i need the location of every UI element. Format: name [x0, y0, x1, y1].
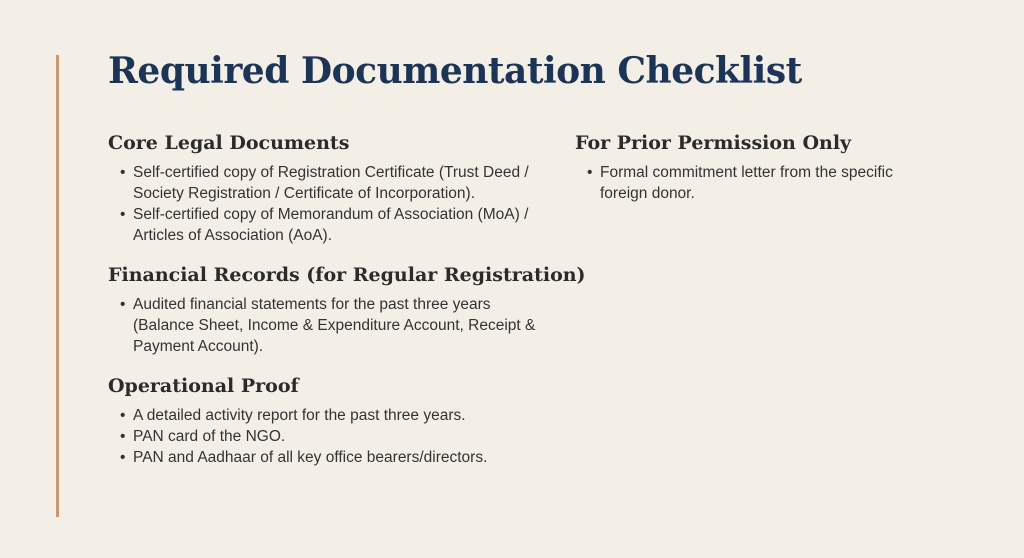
checklist-item: • Formal commitment letter from the specific foreign donor.: [587, 162, 935, 204]
section-core-legal-documents: [108, 132, 538, 246]
section-heading: Core Legal Documents: [108, 132, 350, 154]
accent-bar: [56, 55, 59, 517]
checklist: [108, 294, 538, 357]
checklist: [575, 162, 935, 204]
left-column: [108, 132, 586, 486]
checklist-item: • PAN card of the NGO.: [120, 426, 538, 447]
checklist: [108, 162, 538, 246]
checklist-item: • A detailed activity report for the past three years.: [120, 405, 538, 426]
checklist: [108, 405, 538, 468]
checklist-item: • Self-certified copy of Memorandum of Association (MoA) / Articles of Association (AoA).: [120, 204, 538, 246]
section-heading: Financial Records (for Regular Registration): [108, 264, 586, 286]
section-financial-records: [108, 264, 586, 357]
checklist-item: • Audited financial statements for the past three years (Balance Sheet, Income & Expenditure Account, Receipt & Payment Account).: [120, 294, 538, 357]
section-prior-permission: [575, 132, 935, 204]
section-heading: Operational Proof: [108, 375, 299, 397]
page-title: Required Documentation Checklist: [108, 50, 802, 92]
section-operational-proof: [108, 375, 538, 468]
checklist-item: • PAN and Aadhaar of all key office bearers/directors.: [120, 447, 538, 468]
right-column: [575, 132, 935, 222]
section-heading: For Prior Permission Only: [575, 132, 852, 154]
checklist-item: • Self-certified copy of Registration Certificate (Trust Deed / Society Registration / Certificate of Incorporation).: [120, 162, 538, 204]
